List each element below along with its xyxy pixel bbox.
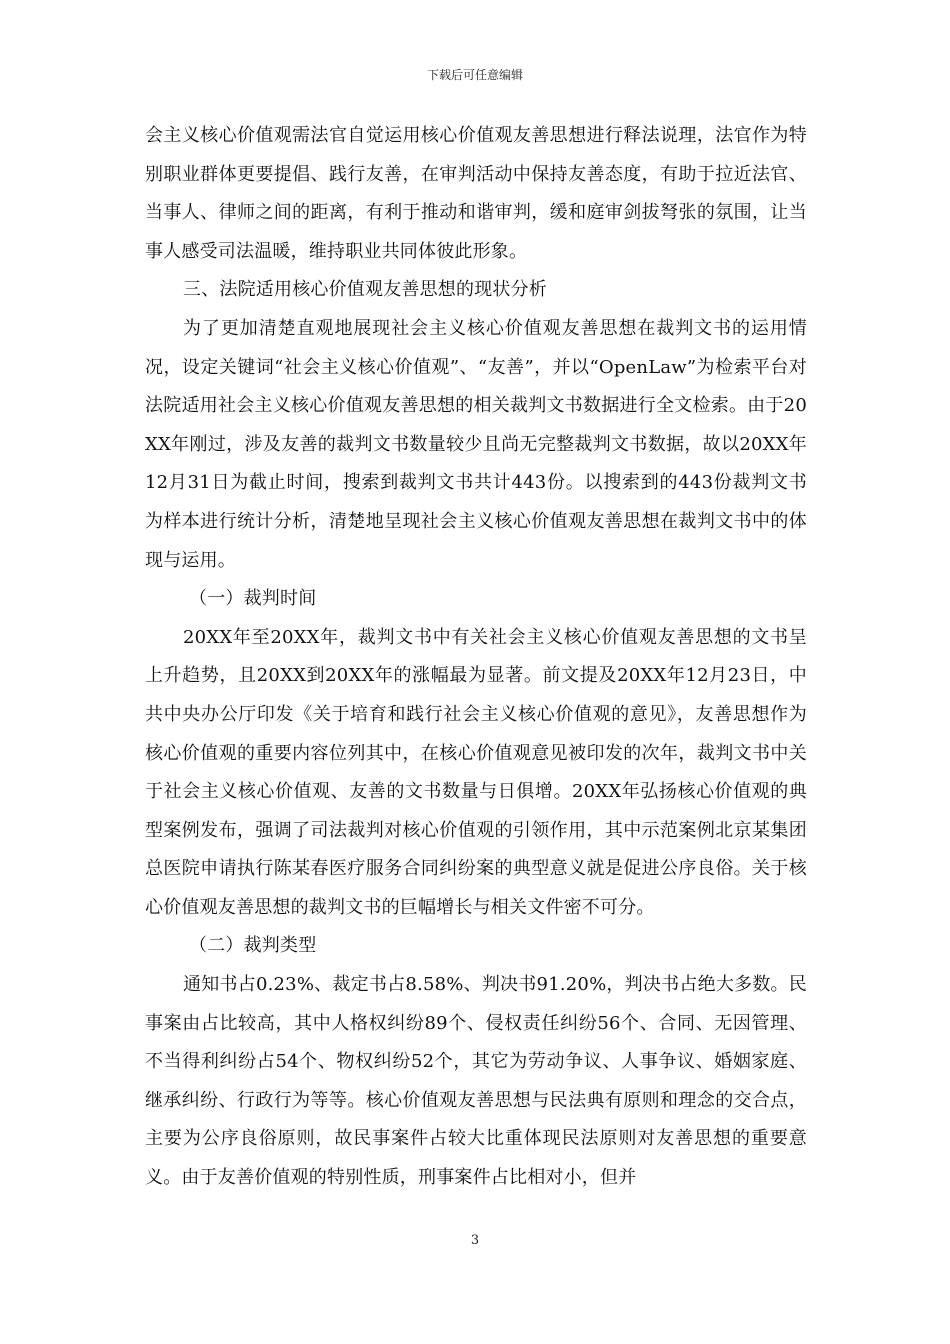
document-body (145, 117, 807, 1198)
section-heading-3: 三、法院适用核心价值观友善思想的现状分析 (183, 279, 547, 301)
subheading-judgment-time: （一）裁判时间 (189, 588, 317, 610)
page-header-note: 下载后可任意编辑 (426, 68, 523, 82)
paragraph-search-method: 为了更加清楚直观地展现社会主义核心价值观友善思想在裁判文书的运用情况，设定关键词“社会主义核心价值观”、“友善”，并以“OpenLaw”为检索平台对法院适用社会主义核心价值观友善思想的相关裁判文书数据进行全文检索。由于20XX年刚过，涉及友善的裁判文书数量较少且尚无完整裁判文书数据，故以20XX年12月31日为截止时间，搜索到裁判文书共计443份。以搜索到的443份裁判文书为样本进行统计分析，清楚地呈现社会主义核心价值观友善思想在裁判文书中的体现与运用。 (145, 317, 807, 571)
paragraph-continued: 会主义核心价值观需法官自觉运用核心价值观友善思想进行释法说理，法官作为特别职业群体更要提倡、践行友善，在审判活动中保持友善态度，有助于拉近法官、当事人、律师之间的距离，有利于推动和谐审判，缓和庭审剑拔弩张的氛围，让当事人感受司法温暖，维持职业共同体彼此形象。 (145, 125, 807, 262)
paragraph-judgment-time: 20XX年至20XX年，裁判文书中有关社会主义核心价值观友善思想的文书呈上升趋势，且20XX到20XX年的涨幅最为显著。前文提及20XX年12月23日，中共中央办公厅印发《关于培育和践行社会主义核心价值观的意见》，友善思想作为核心价值观的重要内容位列其中，在核心价值观意见被印发的次年，裁判文书中关于社会主义核心价值观、友善的文书数量与日俱增。20XX年弘扬核心价值观的典型案例发布，强调了司法裁判对核心价值观的引领作用，其中示范案例北京某集团总医院申请执行陈某春医疗服务合同纠纷案的典型意义就是促进公序良俗。关于核心价值观友善思想的裁判文书的巨幅增长与相关文件密不可分。 (145, 626, 807, 918)
paragraph-judgment-type: 通知书占0.23%、裁定书占8.58%、判决书91.20%，判决书占绝大多数。民事案由占比较高，其中人格权纠纷89个、侵权责任纠纷56个、合同、无因管理、不当得利纠纷占54个、物权纠纷52个，其它为劳动争议、人事争议、婚姻家庭、继承纠纷、行政行为等等。核心价值观友善思想与民法典有原则和理念的交合点，主要为公序良俗原则，故民事案件占较大比重体现民法原则对友善思想的重要意义。由于友善价值观的特别性质，刑事案件占比相对小，但并 (145, 974, 807, 1189)
subheading-judgment-type: （二）裁判类型 (189, 935, 317, 957)
page-number: 3 (470, 1233, 480, 1248)
